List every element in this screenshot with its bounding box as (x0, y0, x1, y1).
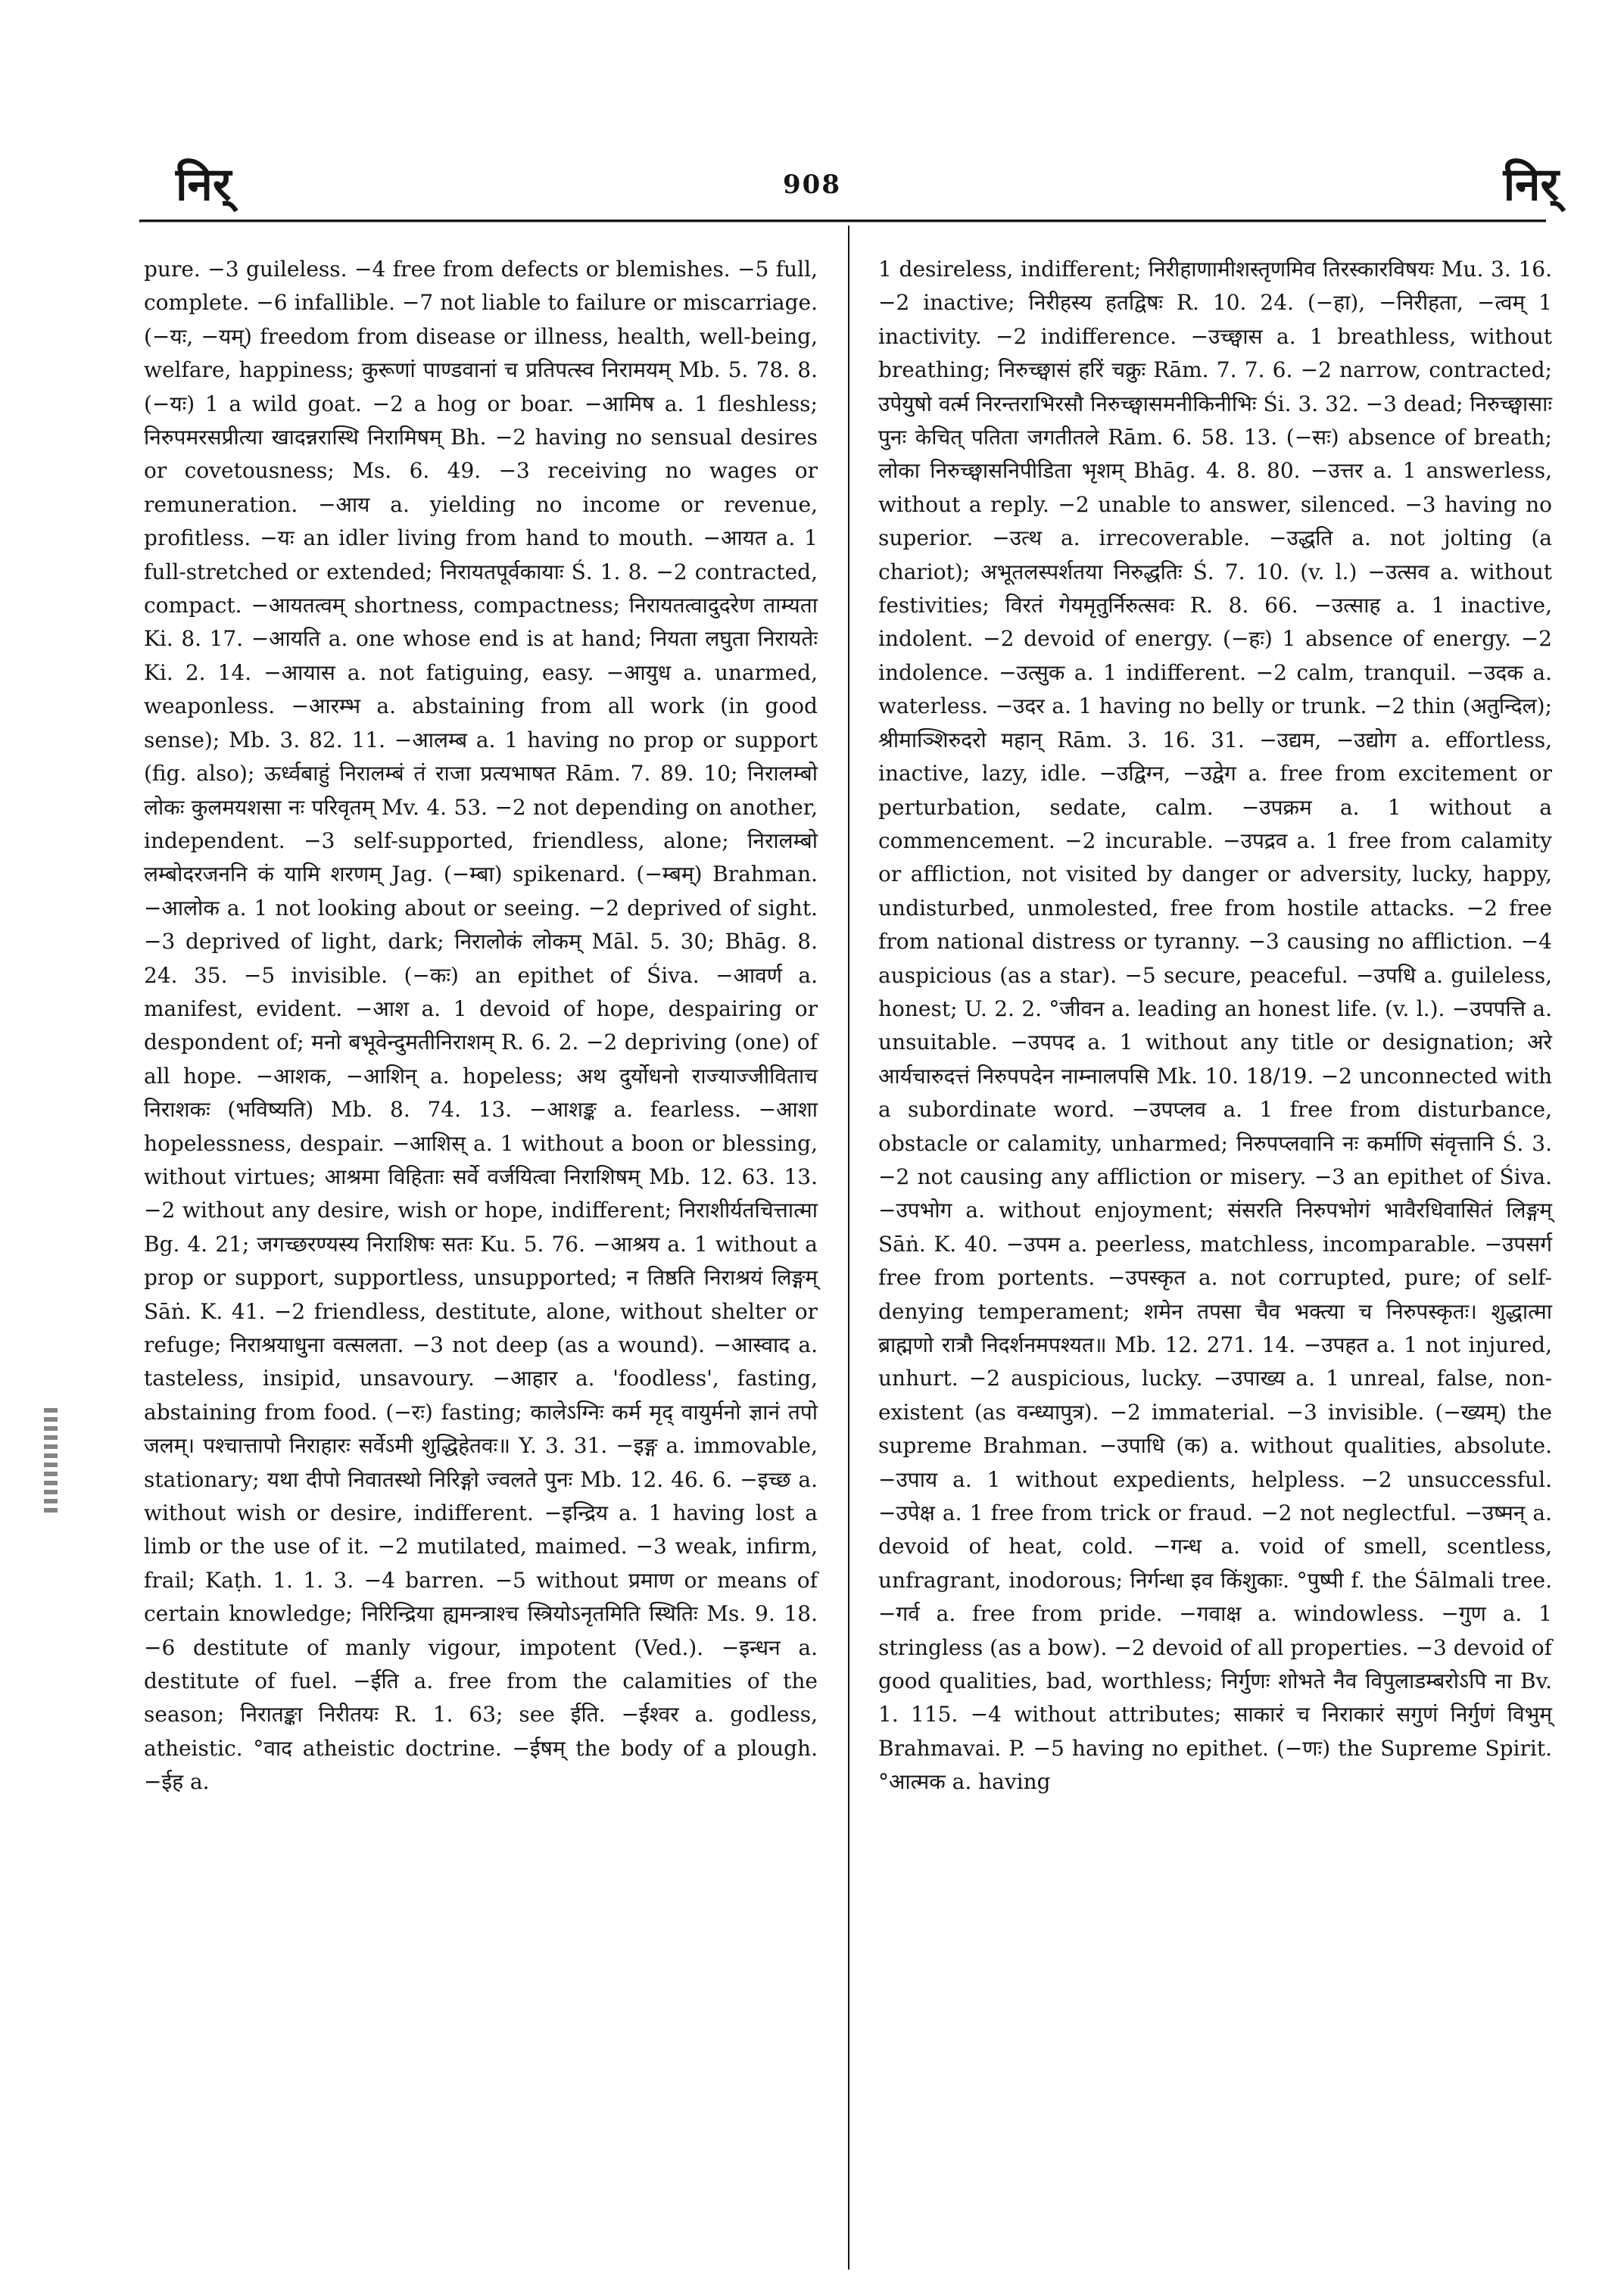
left-column (144, 253, 818, 1799)
header-rule (139, 220, 1546, 223)
margin-mark (44, 1408, 58, 1514)
page-number: 908 (783, 170, 841, 200)
left-column-text: pure. −3 guileless. −4 free from defects or blemishes. −5 full, complete. −6 infallible. −7 not liable to failure or miscarriage. (−यः, −यम्) freedom from disease or illness, health, well-being, welfare, happiness; कुरूणां पाण्डवानां च प्रतिपत्स्व निरामयम् Mb. 5. 78. 8. (−यः) 1 a wild goat. −2 a hog or boar. −आमिष a. 1 fleshless; निरुपमरसप्रीत्या खादन्नरास्थि निरामिषम् Bh. −2 having no sensual desires or covetousness; Ms. 6. 49. −3 receiving no wages or remuneration. −आय a. yielding no income or revenue, profitless. −यः an idler living from hand to mouth. −आयत a. 1 full-stretched or extended; निरायतपूर्वकायाः Ś. 1. 8. −2 contracted, compact. −आयतत्वम् shortness, compactness; निरायतत्वादुदरेण ताम्यता Ki. 8. 17. −आयति a. one whose end is at hand; नियता लघुता निरायतेः Ki. 2. 14. −आयास a. not fatiguing, easy. −आयुध a. unarmed, weaponless. −आरम्भ a. abstaining from all work (in good sense); Mb. 3. 82. 11. −आलम्ब a. 1 having no prop or support (fig. also); ऊर्ध्वबाहुं निरालम्बं तं राजा प्रत्यभाषत Rām. 7. 89. 10; निरालम्बो लोकः कुलमयशसा नः परिवृतम् Mv. 4. 53. −2 not depending on another, independent. −3 self-supported, friendless, alone; निरालम्बो लम्बोदरजननि कं यामि शरणम् Jag. (−म्बा) spikenard. (−म्बम्) Brahman. −आलोक a. 1 not looking about or seeing. −2 deprived of sight. −3 deprived of light, dark; निरालोकं लोकम् Māl. 5. 30; Bhāg. 8. 24. 35. −5 invisible. (−कः) an epithet of Śiva. −आवर्ण a. manifest, evident. −आश a. 1 devoid of hope, despairing or despondent of; मनो बभूवेन्दुमतीनिराशम् R. 6. 2. −2 depriving (one) of all hope. −आशक, −आशिन् a. hopeless; अथ दुर्योधनो राज्याज्जीविताच निराशकः (भविष्यति) Mb. 8. 74. 13. −आशङ्क a. fearless. −आशा hopelessness, despair. −आशिस् a. 1 without a boon or blessing, without virtues; आश्रमा विहिताः सर्वे वर्जयित्वा निराशिषम् Mb. 12. 63. 13. −2 without any desire, wish or hope, indifferent; निराशीर्यतचित्तात्मा Bg. 4. 21; जगच्छरण्यस्य निराशिषः सतः Ku. 5. 76. −आश्रय a. 1 without a prop or support, supportless, unsupported; न तिष्ठति निराश्रयं लिङ्गम् Sāṅ. K. 41. −2 friendless, destitute, alone, without shelter or refuge; निराश्रयाधुना वत्सलता. −3 not deep (as a wound). −आस्वाद a. tasteless, insipid, unsavoury. −आहार a. 'foodless', fasting, abstaining from food. (−रः) fasting; कालेऽग्निः कर्म मृद् वायुर्मनो ज्ञानं तपो जलम्। पश्चात्तापो निराहारः सर्वेऽमी शुद्धिहेतवः॥ Y. 3. 31. −इङ्ग a. immovable, stationary; यथा दीपो निवातस्थो निरिङ्गो ज्वलते पुनः Mb. 12. 46. 6. −इच्छ a. without wish or desire, indifferent. −इन्द्रिय a. 1 having lost a limb or the use of it. −2 mutilated, maimed. −3 weak, infirm, frail; Kaṭh. 1. 1. 3. −4 barren. −5 without प्रमाण or means of certain knowledge; निरिन्द्रिया ह्यमन्त्राश्च स्त्रियोऽनृतमिति स्थितिः Ms. 9. 18. −6 destitute of manly vigour, impotent (Ved.). −इन्धन a. destitute of fuel. −ईति a. free from the calamities of the season; निरातङ्का निरीतयः R. 1. 63; see ईति. −ईश्वर a. godless, atheistic. °वाद atheistic doctrine. −ईषम् the body of a plough. −ईह a. (144, 257, 818, 1795)
right-column (878, 253, 1552, 1799)
guide-word-left: निर् (176, 158, 232, 211)
column-divider (848, 226, 849, 2270)
guide-word-right: निर् (1503, 158, 1559, 211)
page-header (0, 0, 1624, 227)
right-column-text: 1 desireless, indifferent; निरीहाणामीशस्तृणमिव तिरस्कारविषयः Mu. 3. 16. −2 inactive; निरीहस्य हतद्विषः R. 10. 24. (−हा), −निरीहता, −त्वम् 1 inactivity. −2 indifference. −उच्छ्वास a. 1 breathless, without breathing; निरुच्छ्वासं हरिं चक्रुः Rām. 7. 7. 6. −2 narrow, contracted; उपेयुषो वर्त्म निरन्तराभिरसौ निरुच्छ्वासमनीकिनीभिः Śi. 3. 32. −3 dead; निरुच्छ्वासाः पुनः केचित् पतिता जगतीतले Rām. 6. 58. 13. (−सः) absence of breath; लोका निरुच्छ्वासनिपीडिता भृशम् Bhāg. 4. 8. 80. −उत्तर a. 1 answerless, without a reply. −2 unable to answer, silenced. −3 having no superior. −उत्थ a. irrecoverable. −उद्धति a. not jolting (a chariot); अभूतलस्पर्शतया निरुद्धतिः Ś. 7. 10. (v. l.) −उत्सव a. without festivities; विरतं गेयमृतुर्निरुत्सवः R. 8. 66. −उत्साह a. 1 inactive, indolent. −2 devoid of energy. (−हः) 1 absence of energy. −2 indolence. −उत्सुक a. 1 indifferent. −2 calm, tranquil. −उदक a. waterless. −उदर a. 1 having no belly or trunk. −2 thin (अतुन्दिल); श्रीमाञ्शिरुदरो महान् Rām. 3. 16. 31. −उद्यम, −उद्योग a. effortless, inactive, lazy, idle. −उद्विग्न, −उद्वेग a. free from excitement or perturbation, sedate, calm. −उपक्रम a. 1 without a commencement. −2 incurable. −उपद्रव a. 1 free from calamity or affliction, not visited by danger or adversity, lucky, happy, undisturbed, unmolested, free from hostile attacks. −2 free from national distress or tyranny. −3 causing no affliction. −4 auspicious (as a star). −5 secure, peaceful. −उपधि a. guileless, honest; U. 2. 2. °जीवन a. leading an honest life. (v. l.). −उपपत्ति a. unsuitable. −उपपद a. 1 without any title or designation; अरे आर्यचारुदत्तं निरुपपदेन नाम्नालपसि Mk. 10. 18/19. −2 unconnected with a subordinate word. −उपप्लव a. 1 free from disturbance, obstacle or calamity, unharmed; निरुपप्लवानि नः कर्माणि संवृत्तानि Ś. 3. −2 not causing any affliction or misery. −3 an epithet of Śiva. −उपभोग a. without enjoyment; संसरति निरुपभोगं भावैरधिवासितं लिङ्गम् Sāṅ. K. 40. −उपम a. peerless, matchless, incomparable. −उपसर्ग free from portents. −उपस्कृत a. not corrupted, pure; of self-denying temperament; शमेन तपसा चैव भक्त्या च निरुपस्कृतः। शुद्धात्मा ब्राह्मणो रात्रौ निदर्शनमपश्यत॥ Mb. 12. 271. 14. −उपहत a. 1 not injured, unhurt. −2 auspicious, lucky. −उपाख्य a. 1 unreal, false, non-existent (as वन्ध्यापुत्र). −2 immaterial. −3 invisible. (−ख्यम्) the supreme Brahman. −उपाधि (क) a. without qualities, absolute. −उपाय a. 1 without expedients, helpless. −2 unsuccessful. −उपेक्ष a. 1 free from trick or fraud. −2 not neglectful. −उष्मन् a. devoid of heat, cold. −गन्ध a. void of smell, scentless, unfragrant, inodorous; निर्गन्धा इव किंशुकाः. °पुष्पी f. the Śālmali tree. −गर्व a. free from pride. −गवाक्ष a. windowless. −गुण a. 1 stringless (as a bow). −2 devoid of all properties. −3 devoid of good qualities, bad, worthless; निर्गुणः शोभते नैव विपुलाडम्बरोऽपि ना Bv. 1. 115. −4 without attributes; साकारं च निराकारं सगुणं निर्गुणं विभुम् Brahmavai. P. −5 having no epithet. (−णः) the Supreme Spirit. °आत्मक a. having (878, 257, 1552, 1795)
